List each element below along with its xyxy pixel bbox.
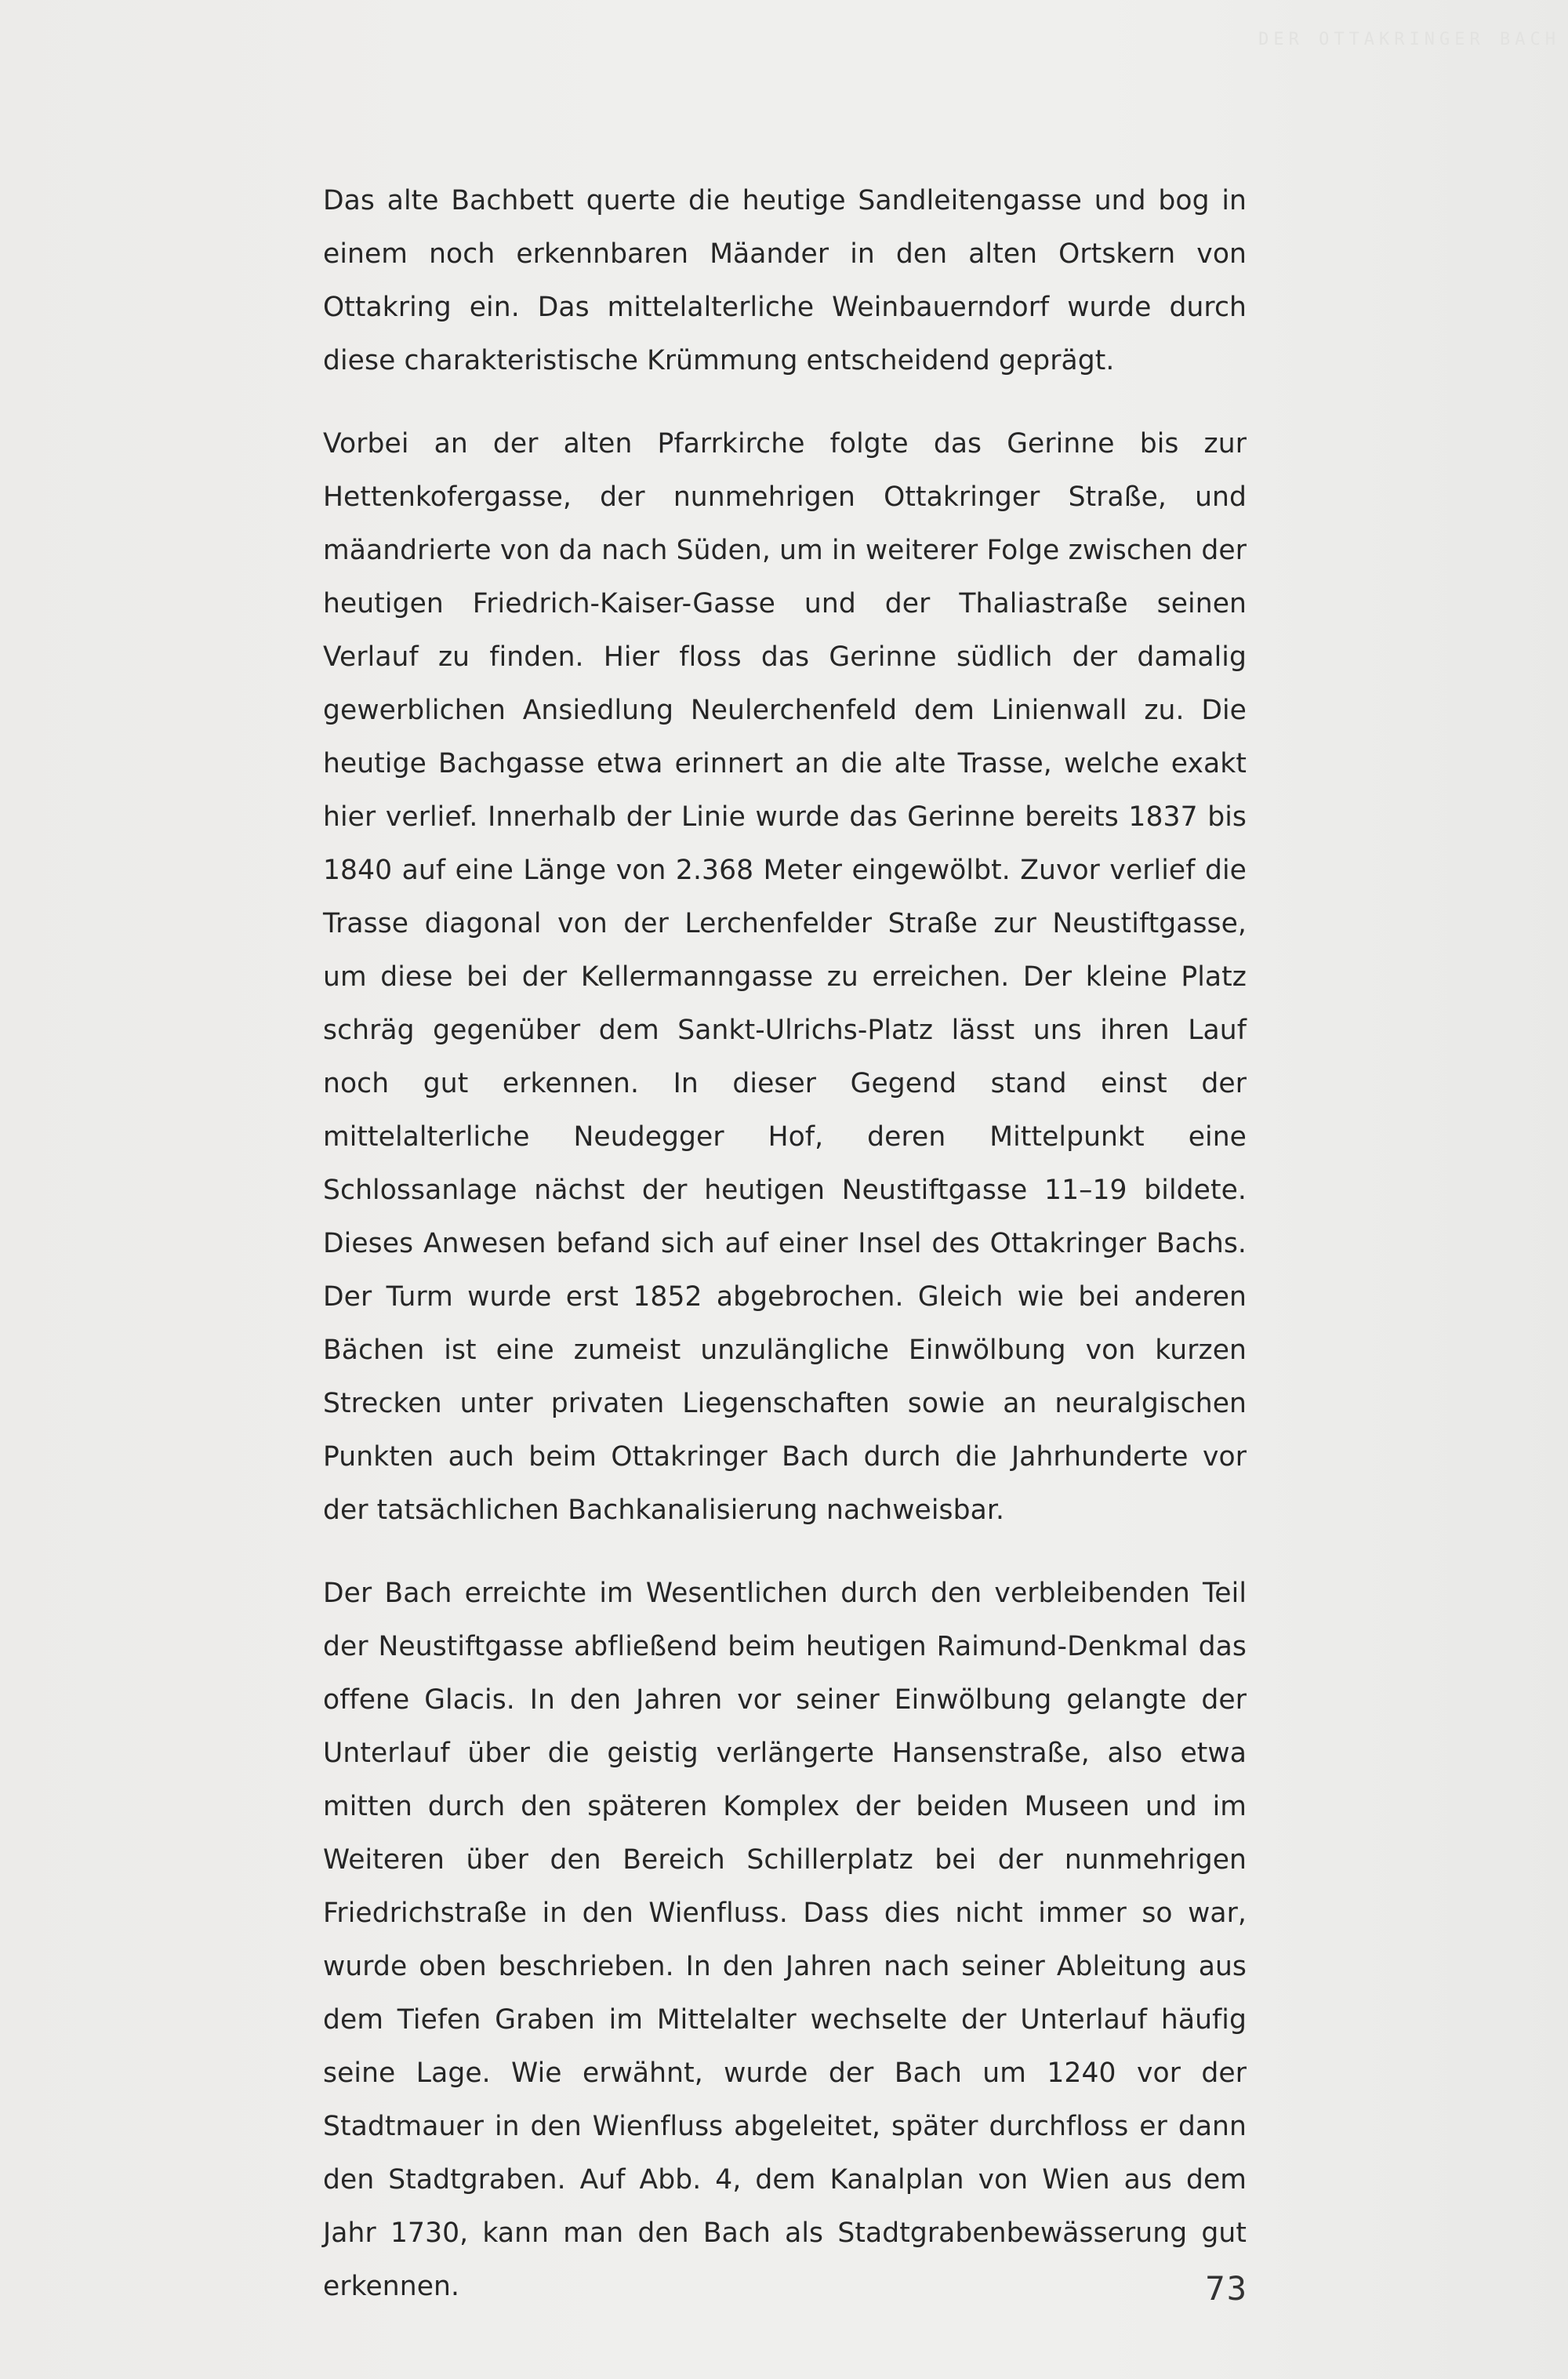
- page-number: 73: [1205, 2269, 1248, 2308]
- paragraph-3: Der Bach erreichte im Wesentlichen durch den verbleibenden Teil der Neustiftgasse abfließend beim heutigen Raimund-Denkmal das offene Glacis. In den Jahren vor seiner Einwölbung gelangte der Unterlauf über die geistig verlängerte Hansenstraße, also etwa mitten durch den späteren Komplex der beiden Museen und im Weiteren über den Bereich Schillerplatz bei der nunmehrigen Friedrichstraße in den Wienfluss. Dass dies nicht immer so war, wurde oben beschrieben. In den Jahren nach seiner Ableitung aus dem Tiefen Graben im Mittelalter wechselte der Unterlauf häufig seine Lage. Wie erwähnt, wurde der Bach um 1240 vor der Stadtmauer in den Wienfluss abgeleitet, später durchfloss er dann den Stadtgraben. Auf Abb. 4, dem Kanalplan von Wien aus dem Jahr 1730, kann man den Bach als Stadtgrabenbewässerung gut erkennen.: [323, 1578, 1247, 2302]
- body-text: [323, 174, 1247, 2313]
- running-header: DER OTTAKRINGER BACH: [1258, 30, 1560, 49]
- paragraph-1: Das alte Bachbett querte die heutige Sandleitengasse und bog in einem noch erkennbaren Mäander in den alten Ortskern von Ottakring ein. Das mittelalterliche Weinbauerndorf wurde durch diese charakteristische Krümmung entscheidend geprägt.: [323, 185, 1247, 376]
- paragraph-2: Vorbei an der alten Pfarrkirche folgte das Gerinne bis zur Hettenkofergasse, der nunmehrigen Ottakringer Straße, und mäandrierte von da nach Süden, um in weiterer Folge zwischen der heutigen Friedrich-Kaiser-Gasse und der Thaliastraße seinen Verlauf zu finden. Hier floss das Gerinne südlich der damalig gewerblichen Ansiedlung Neulerchenfeld dem Linienwall zu. Die heutige Bachgasse etwa erinnert an die alte Trasse, welche exakt hier verlief. Innerhalb der Linie wurde das Gerinne bereits 1837 bis 1840 auf eine Länge von 2.368 Meter eingewölbt. Zuvor verlief die Trasse diagonal von der Lerchenfelder Straße zur Neustiftgasse, um diese bei der Kellermanngasse zu erreichen. Der kleine Platz schräg gegenüber dem Sankt-Ulrichs-Platz lässt uns ihren Lauf noch gut erkennen. In dieser Gegend stand einst der mittelalterliche Neudegger Hof, deren Mittelpunkt eine Schlossanlage nächst der heutigen Neustiftgasse 11–19 bildete. Dieses Anwesen befand sich auf einer Insel des Ottakringer Bachs. Der Turm wurde erst 1852 abgebrochen. Gleich wie bei anderen Bächen ist eine zumeist unzulängliche Einwölbung von kurzen Strecken unter privaten Liegenschaften sowie an neuralgischen Punkten auch beim Ottakringer Bach durch die Jahrhunderte vor der tatsächlichen Bachkanalisierung nachweisbar.: [323, 428, 1247, 1526]
